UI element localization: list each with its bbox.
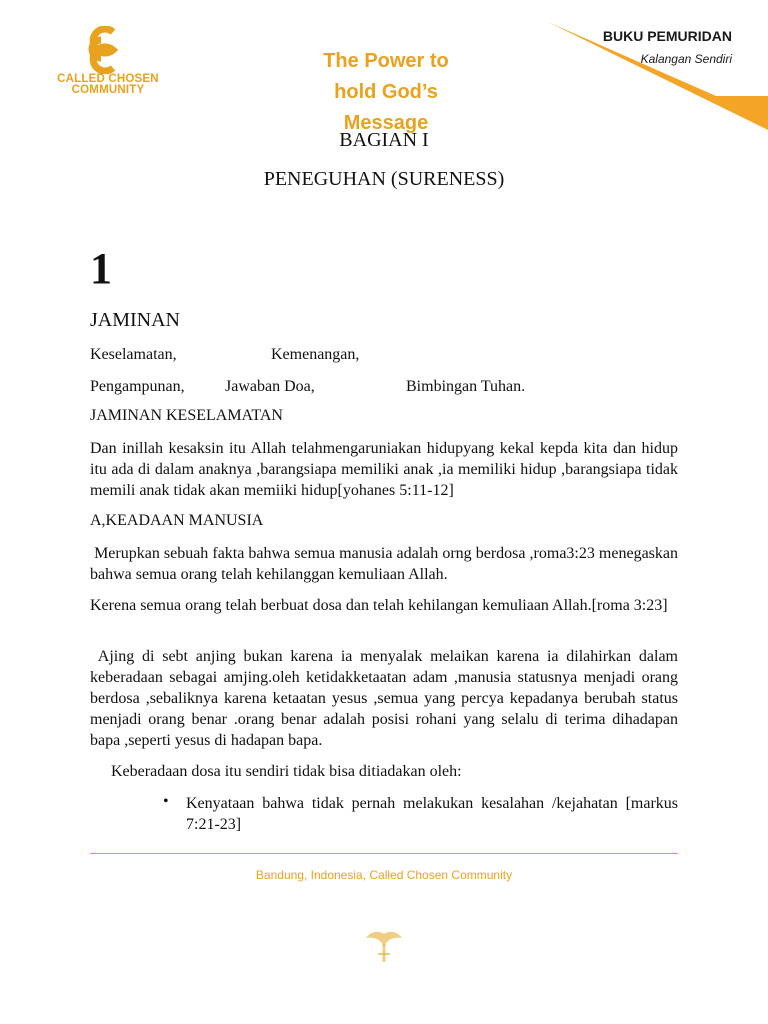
tagline-line: hold God’s xyxy=(334,81,438,103)
paragraph: Merupkan sebuah fakta bahwa semua manusia adalah orng berdosa ,roma3:23 menegaskan bahwa semua orang telah kehilanggan kemuliaan Allah. xyxy=(90,545,682,583)
part-label: BAGIAN I xyxy=(339,129,429,151)
topic-item: Pengampunan, xyxy=(90,378,185,395)
footer-text: Bandung, Indonesia, Called Chosen Community xyxy=(255,868,513,882)
topic-item: Keselamatan, xyxy=(90,346,177,363)
topic-item: Jawaban Doa, xyxy=(225,378,315,395)
ccc-logo-icon xyxy=(83,26,133,74)
bullet-item: Kenyataan bahwa tidak pernah melakukan kesalahan /kejahatan [markus 7:21-23] xyxy=(186,795,678,833)
section-heading: JAMINAN KESELAMATAN xyxy=(90,407,283,424)
logo xyxy=(48,26,168,96)
ornament-icon xyxy=(364,928,404,964)
paragraph: Keberadaan dosa itu sendiri tidak bisa ditiadakan oleh: xyxy=(111,763,462,780)
paragraph: Ajing di sebt anjing bukan karena ia menyalak melaikan karena ia dilahirkan dalam keberadaan sebagai amjing.oleh ketidakketaatan adam ,manusia statusnya menjadi orang berdosa ,sebaliknya karena ketaatan yesus ,semua yang percya kepadanya berubah status menjadi orang benar .orang benar adalah posisi rohani yang selalu di terima dihadapan bapa ,seperti yesus di hadapan bapa. xyxy=(90,648,682,749)
part-title: PENEGUHAN (SURENESS) xyxy=(263,168,505,190)
paragraph: Dan inillah kesaksin itu Allah telahmengaruniakan hidupyang kekal kepda kita dan hidup itu ada di dalam anaknya ,barangsiapa memiliki anak ,ia memiliki hidup ,barangsiapa tidak memili anak tidak akan memiiki hidup[yohanes 5:11-12] xyxy=(90,440,678,499)
tagline xyxy=(296,46,476,139)
tagline-line: Message xyxy=(343,112,429,134)
topic-item: Bimbingan Tuhan. xyxy=(406,378,526,395)
chapter-number: 1 xyxy=(90,244,112,293)
book-title: BUKU PEMURIDAN xyxy=(602,28,732,44)
bullet-marker: • xyxy=(163,793,169,810)
footer-divider xyxy=(90,853,678,854)
book-subtitle: Kalangan Sendiri xyxy=(640,52,732,66)
paragraph: Kerena semua orang telah berbuat dosa dan telah kehilangan kemuliaan Allah.[roma 3:23] xyxy=(90,597,668,614)
section-heading: A,KEADAAN MANUSIA xyxy=(90,512,264,529)
tagline-line: The Power to xyxy=(323,50,449,72)
chapter-title: JAMINAN xyxy=(90,309,180,331)
topic-item: Kemenangan, xyxy=(271,346,360,363)
logo-text-line2: COMMUNITY xyxy=(71,84,145,96)
logo-text-line1: CALLED CHOSEN xyxy=(57,73,159,85)
